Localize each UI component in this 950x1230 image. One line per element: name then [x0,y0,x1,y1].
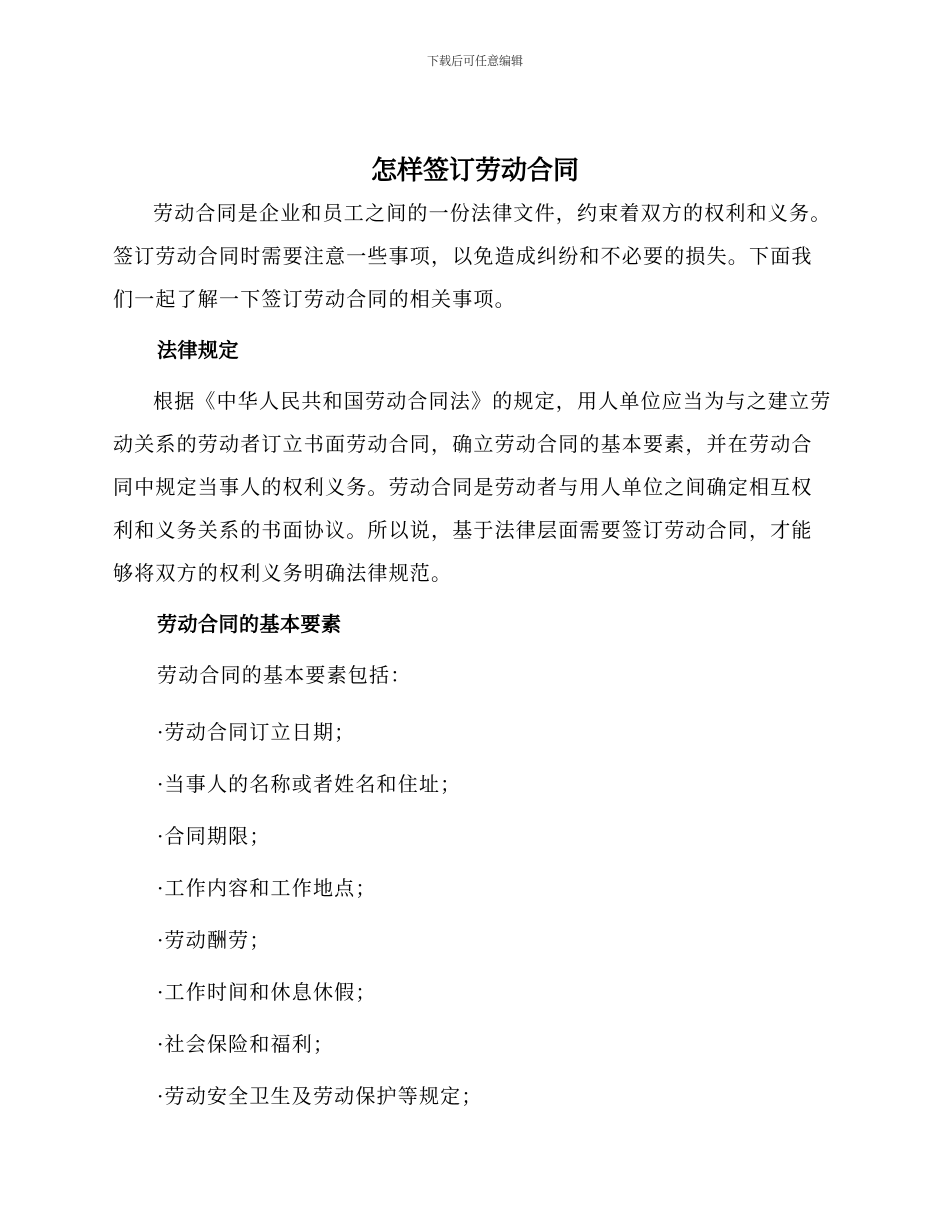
list-item: ·合同期限； [157,824,271,848]
section-heading-elements: 劳动合同的基本要素 [157,612,342,636]
list-item: ·劳动安全卫生及劳动保护等规定； [157,1084,483,1108]
elements-list [113,706,833,1122]
list-item: ·劳动合同订立日期； [157,720,356,744]
list-item: ·劳动酬劳； [157,928,271,952]
document-title: 怎样签订劳动合同 [370,156,579,186]
list-item: ·当事人的名称或者姓名和住址； [157,772,462,796]
list-item: ·社会保险和福利； [157,1032,335,1056]
list-item: ·工作时间和休息休假； [157,980,377,1004]
intro-paragraph: 劳动合同是企业和员工之间的一份法律文件，约束着双方的权利和义务。签订劳动合同时需要注意一些事项，以免造成纠纷和不必要的损失。下面我们一起了解一下签订劳动合同的相关事项。 [113,201,832,311]
elements-lead: 劳动合同的基本要素包括： [157,663,412,687]
section-heading-legal: 法律规定 [157,338,239,362]
page-header-note: 下载后可任意编辑 [426,54,523,68]
legal-paragraph: 根据《中华人民共和国劳动合同法》的规定，用人单位应当为与之建立劳动关系的劳动者订立书面劳动合同，确立劳动合同的基本要素，并在劳动合同中规定当事人的权利义务。劳动合同是劳动者与用人单位之间确定相互权利和义务关系的书面协议。所以说，基于法律层面需要签订劳动合同，才能够将双方的权利义务明确法律规范。 [113,389,832,585]
document-body [113,192,833,1122]
list-item: ·工作内容和工作地点； [157,876,377,900]
